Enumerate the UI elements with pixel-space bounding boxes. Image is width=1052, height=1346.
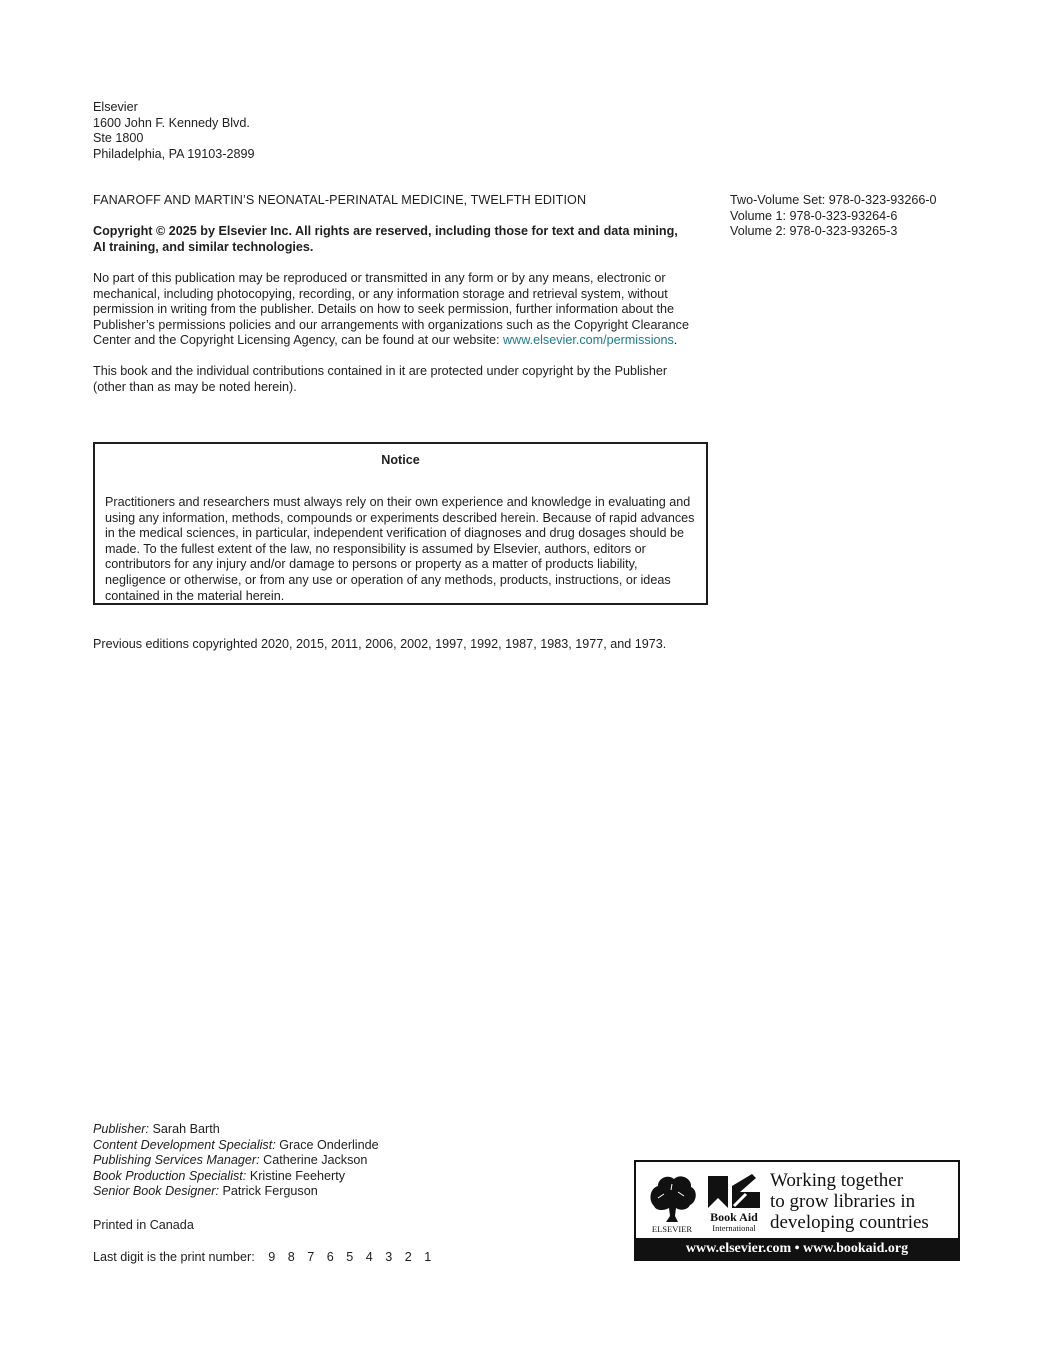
- book-aid-mark-icon: [704, 1170, 764, 1234]
- credit-role: Senior Book Designer:: [93, 1184, 220, 1199]
- notice-box: [93, 442, 708, 605]
- print-digit: 9: [268, 1250, 276, 1264]
- book-aid-logo: [634, 1160, 960, 1261]
- publisher-address: [93, 100, 493, 162]
- print-digit: 7: [307, 1250, 315, 1264]
- copyright-statement: Copyright © 2025 by Elsevier Inc. All rights are reserved, including those for text and data mining, AI training, and similar technologies.: [93, 224, 678, 254]
- address-line: Philadelphia, PA 19103-2899: [93, 146, 255, 161]
- print-digit: 5: [346, 1250, 354, 1264]
- slogan-line: developing countries: [770, 1212, 929, 1233]
- bookaid-sublabel: International: [712, 1223, 756, 1233]
- credit-name: Patrick Ferguson: [222, 1184, 318, 1199]
- credit-line: [93, 1184, 513, 1200]
- print-digit: 2: [404, 1250, 412, 1264]
- credit-name: Sarah Barth: [152, 1122, 220, 1136]
- isbn-block: [730, 193, 1030, 240]
- print-digit: 3: [385, 1250, 393, 1264]
- credit-name: Kristine Feeherty: [249, 1168, 346, 1183]
- book-title: FANAROFF AND MARTIN’S NEONATAL-PERINATAL MEDICINE, TWELFTH EDITION: [93, 193, 587, 207]
- elsevier-label: ELSEVIER: [651, 1224, 693, 1234]
- isbn-line: Volume 1: 978-0-323-93264-6: [730, 208, 898, 223]
- protection-paragraph: This book and the individual contributions contained in it are protected under copyright by the Publisher (other than as may be noted herein).: [93, 364, 668, 394]
- credit-role: Book Production Specialist:: [93, 1168, 247, 1183]
- bookaid-label: Book Aid: [710, 1210, 758, 1224]
- print-digit: 6: [326, 1250, 334, 1264]
- credit-role: Publisher:: [93, 1122, 150, 1136]
- permissions-paragraph: [93, 271, 703, 349]
- permissions-text: No part of this publication may be reproduced or transmitted in any form or by any means, electronic or mechanical, including photocopying, recording, or any information storage and retrieval system, without permission in writing from the publisher. Details on how to seek permission, further information about the Publisher’s permissions policies and our arrangements with organizations such as the Copyright Clearance Center and the Copyright Licensing Agency, can be found at our website:: [93, 271, 689, 348]
- address-line: 1600 John F. Kennedy Blvd.: [93, 115, 250, 130]
- permissions-link[interactable]: www.elsevier.com/permissions: [503, 333, 674, 348]
- address-line: Elsevier: [93, 100, 138, 114]
- notice-title: Notice: [381, 453, 420, 467]
- isbn-line: Volume 2: 978-0-323-93265-3: [730, 224, 898, 239]
- print-digit: 1: [424, 1250, 432, 1264]
- slogan-line: to grow libraries in: [770, 1191, 916, 1212]
- credit-line: [93, 1169, 513, 1185]
- credit-line: [93, 1138, 513, 1154]
- credit-line: [93, 1153, 513, 1169]
- isbn-line: Two-Volume Set: 978-0-323-93266-0: [730, 193, 937, 207]
- slogan-line: Working together: [770, 1170, 904, 1191]
- previous-editions: Previous editions copyrighted 2020, 2015, 2011, 2006, 2002, 1997, 1992, 1987, 1983, 1977, and 1973.: [93, 637, 667, 651]
- credit-role: Content Development Specialist:: [93, 1137, 276, 1152]
- book-aid-logo-top: [636, 1162, 958, 1240]
- print-number-line: [93, 1250, 513, 1266]
- address-line: Ste 1800: [93, 131, 144, 146]
- printed-in: Printed in Canada: [93, 1218, 194, 1232]
- notice-text: Practitioners and researchers must always rely on their own experience and knowledge in evaluating and using any information, methods, compounds or experiments described herein. Because of rapid advances in the medical sciences, in particular, independent verification of diagnoses and drug dosages should be made. To the fullest extent of the law, no responsibility is assumed by Elsevier, authors, editors or contributors for any injury and/or damage to persons or property as a matter of products liability, negligence or otherwise, or from any use or operation of any methods, products, instructions, or ideas contained in the material herein.: [105, 495, 695, 603]
- print-number-label: Last digit is the print number:: [93, 1250, 255, 1264]
- print-number-digits: [265, 1250, 444, 1264]
- print-digit: 8: [287, 1250, 295, 1264]
- permissions-end: .: [673, 333, 678, 348]
- credit-line: [93, 1122, 513, 1138]
- credit-name: Grace Onderlinde: [279, 1137, 379, 1152]
- credit-name: Catherine Jackson: [263, 1153, 368, 1168]
- credit-role: Publishing Services Manager:: [93, 1153, 260, 1168]
- elsevier-tree-icon: [644, 1170, 700, 1234]
- print-digit: 4: [365, 1250, 373, 1264]
- production-credits: [93, 1122, 513, 1200]
- book-aid-slogan: [770, 1170, 960, 1233]
- book-aid-urls: www.elsevier.com • www.bookaid.org: [636, 1238, 958, 1259]
